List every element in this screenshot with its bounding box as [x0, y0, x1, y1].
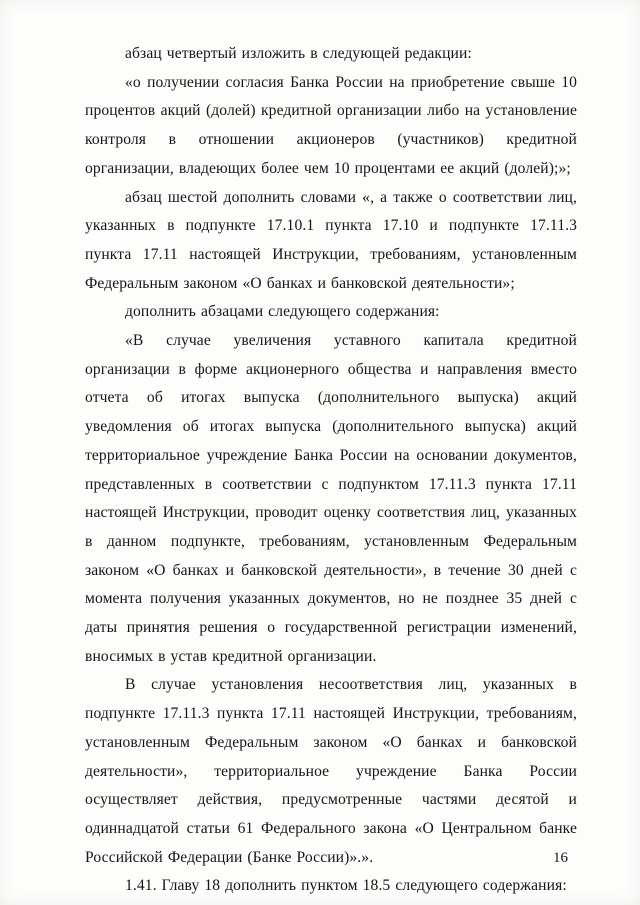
paragraph: абзац шестой дополнить словами «, а также о соответствии лиц, указанных в подпункте 17.10.1 пункта 17.10 и подпункте 17.11.3 пункта 17.11 настоящей Инструкции, требованиям, установленным Федеральным законом «О банках и банковской деятельности»; — [85, 188, 577, 292]
paragraph: дополнить абзацами следующего содержания: — [125, 303, 440, 321]
paragraph: «о получении согласия Банка России на приобретение свыше 10 процентов акций (долей) кредитной организации либо на установление контроля в отношении акционеров (участников) кредитной организации, владеющих более чем 10 процентами ее акций (долей);»; — [85, 73, 577, 177]
document-body — [85, 40, 577, 901]
page-number: 16 — [553, 850, 568, 866]
paragraph: В случае установления несоответствия лиц, указанных в подпункте 17.11.3 пункта 17.11 настоящей Инструкции, требованиям, установленным Федеральным законом «О банках и банковской деятельности», территориальное учреждение Банка России осуществляет действия, предусмотренные частями десятой и одиннадцатой статьи 61 Федерального закона «О Центральном банке Российской Федерации (Банке России)».». — [85, 676, 577, 866]
paragraph: «В случае увеличения уставного капитала кредитной организации в форме акционерного общества и направления вместо отчета об итогах выпуска (дополнительного выпуска) акций уведомления об итогах выпуска (дополнительного выпуска) акций территориальное учреждение Банка России на основании документов, представленных в соответствии с подпунктом 17.11.3 пункта 17.11 настоящей Инструкции, проводит оценку соответствия лиц, указанных в данном подпункте, требованиям, установленным Федеральным законом «О банках и банковской деятельности», в течение 30 дней с момента получения указанных документов, но не позднее 35 дней с даты принятия решения о государственной регистрации изменений, вносимых в устав кредитной организации. — [85, 332, 577, 665]
paragraph: абзац четвертый изложить в следующей редакции: — [125, 45, 472, 62]
paragraph: 1.41. Главу 18 дополнить пунктом 18.5 следующего содержания: — [125, 877, 567, 895]
